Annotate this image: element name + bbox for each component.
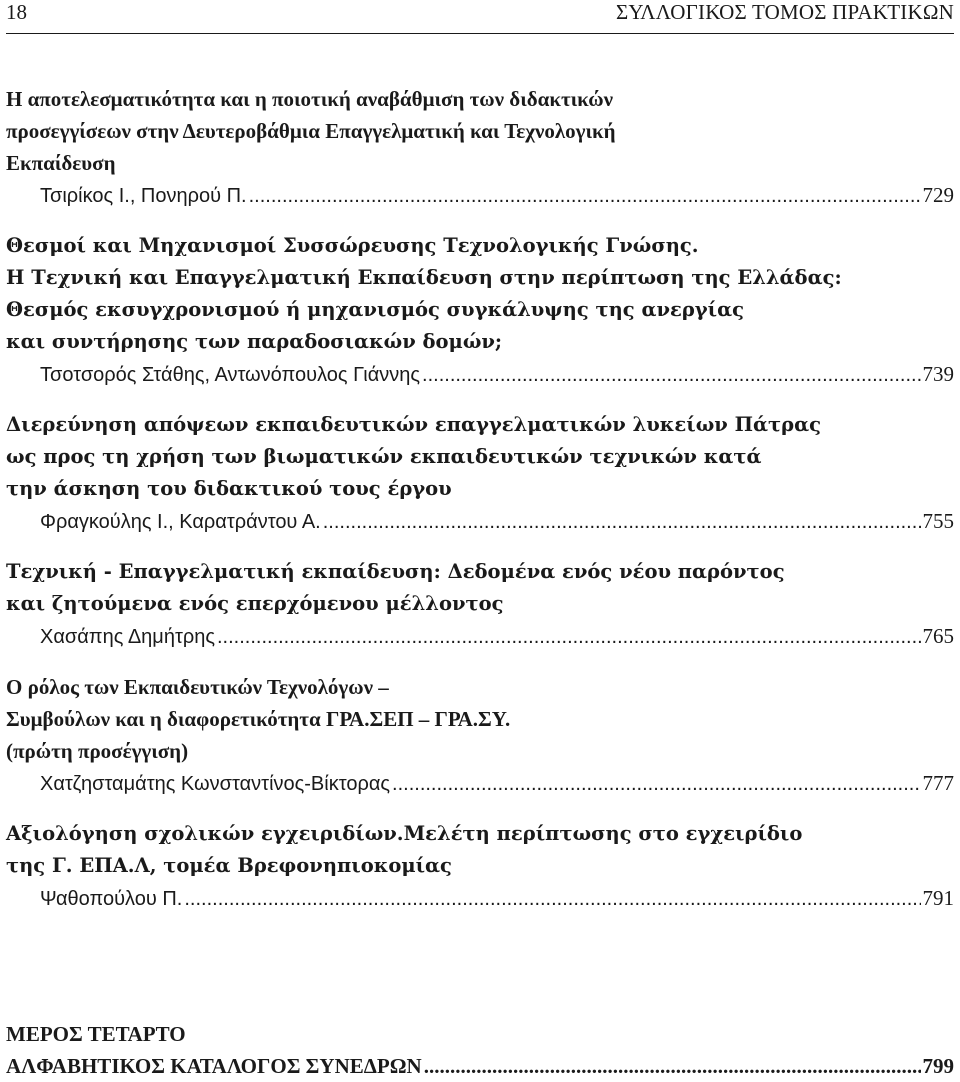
entry-page-number: 791	[922, 886, 954, 910]
entry-title-line: Θεσμός εκσυγχρονισμού ή μηχανισμός συγκάλυψης της ανεργίας	[6, 298, 744, 321]
entry-author: Τσοτσορός Στάθης, Αντωνόπουλος Γιάννης	[40, 364, 421, 386]
toc-entry	[6, 409, 954, 538]
entry-title-line: την άσκηση του διδακτικού τους έργου	[6, 477, 452, 500]
page-number: 18	[6, 0, 27, 24]
entry-author-line	[6, 767, 954, 800]
entry-page-number: 755	[922, 509, 954, 533]
entry-author: Φραγκούλης Ι., Καρατράντου Α.	[40, 511, 321, 533]
entry-title-line: Συμβούλων και η διαφορετικότητα ΓΡΑ.ΣΕΠ – ΓΡΑ.ΣΥ.	[6, 707, 511, 731]
part-heading: ΜΕΡΟΣ ΤΕΤΑΡΤΟ	[6, 1022, 186, 1046]
toc-entry	[6, 671, 954, 800]
entry-author: Χασάπης Δημήτρης	[40, 626, 215, 648]
entry-author-line	[6, 620, 954, 653]
entry-title-line: Διερεύνηση απόψεων εκπαιδευτικών επαγγελματικών λυκείων Πάτρας	[6, 413, 821, 436]
entry-title-line: Ο ρόλος των Εκπαιδευτικών Τεχνολόγων –	[6, 675, 389, 699]
entry-author-line	[6, 505, 954, 538]
entry-page-number: 739	[922, 362, 954, 386]
toc-entry	[6, 556, 954, 653]
volume-title: ΣΥΛΛΟΓΙΚΟΣ ΤΟΜΟΣ ΠΡΑΚΤΙΚΩΝ	[615, 0, 954, 24]
entry-title-line: Εκπαίδευση	[6, 151, 116, 175]
dot-leader	[323, 506, 921, 538]
part-section	[6, 1018, 954, 1082]
table-of-contents	[6, 83, 954, 933]
toc-entry	[6, 83, 954, 212]
entry-title-line: Θεσμοί και Μηχανισμοί Συσσώρευσης Τεχνολογικής Γνώσης.	[6, 234, 699, 257]
entry-author: Ψαθοπούλου Π.	[40, 888, 183, 910]
entry-title-line: Η Τεχνική και Επαγγελματική Εκπαίδευση στην περίπτωση της Ελλάδας:	[6, 266, 842, 289]
running-header	[6, 0, 954, 28]
entry-page-number: 777	[922, 771, 954, 795]
entry-author-line	[6, 358, 954, 391]
part-index-label: ΑΛΦΑΒΗΤΙΚΟΣ ΚΑΤΑΛΟΓΟΣ ΣΥΝΕΔΡΩΝ	[6, 1054, 422, 1078]
entry-author: Τσιρίκος Ι., Πονηρού Π.	[40, 185, 247, 207]
entry-title-line: της Γ. ΕΠΑ.Λ, τομέα Βρεφονηπιοκομίας	[6, 854, 452, 877]
dot-leader	[249, 180, 921, 212]
entry-title-line: και ζητούμενα ενός επερχόμενου μέλλοντος	[6, 592, 504, 615]
entry-title-line: Τεχνική - Επαγγελματική εκπαίδευση: Δεδομένα ενός νέου παρόντος	[6, 560, 785, 583]
entry-author-line	[6, 882, 954, 915]
dot-leader	[422, 359, 920, 391]
entry-page-number: 729	[922, 183, 954, 207]
dot-leader	[392, 768, 920, 800]
entry-title-line: Η αποτελεσματικότητα και η ποιοτική αναβάθμιση των διδακτικών	[6, 87, 613, 111]
entry-page-number: 765	[922, 624, 954, 648]
dot-leader	[217, 621, 921, 653]
part-index-line	[6, 1050, 954, 1082]
dot-leader	[424, 1050, 921, 1082]
entry-title-line: και συντήρησης των παραδοσιακών δομών;	[6, 330, 503, 353]
dot-leader	[184, 883, 920, 915]
entry-author: Χατζησταμάτης Κωνσταντίνος-Βίκτορας	[40, 773, 391, 795]
entry-author-line	[6, 179, 954, 212]
entry-title-line: ως προς τη χρήση των βιωματικών εκπαιδευτικών τεχνικών κατά	[6, 445, 762, 468]
toc-entry	[6, 818, 954, 915]
entry-title-line: (πρώτη προσέγγιση)	[6, 739, 189, 763]
entry-title-line: προσεγγίσεων στην Δευτεροβάθμια Επαγγελματική και Τεχνολογική	[6, 119, 616, 143]
part-page-number: 799	[922, 1054, 954, 1078]
toc-entry	[6, 230, 954, 391]
header-rule	[6, 33, 954, 34]
entry-title-line: Αξιολόγηση σχολικών εγχειριδίων.Μελέτη περίπτωσης στο εγχειρίδιο	[6, 822, 803, 845]
